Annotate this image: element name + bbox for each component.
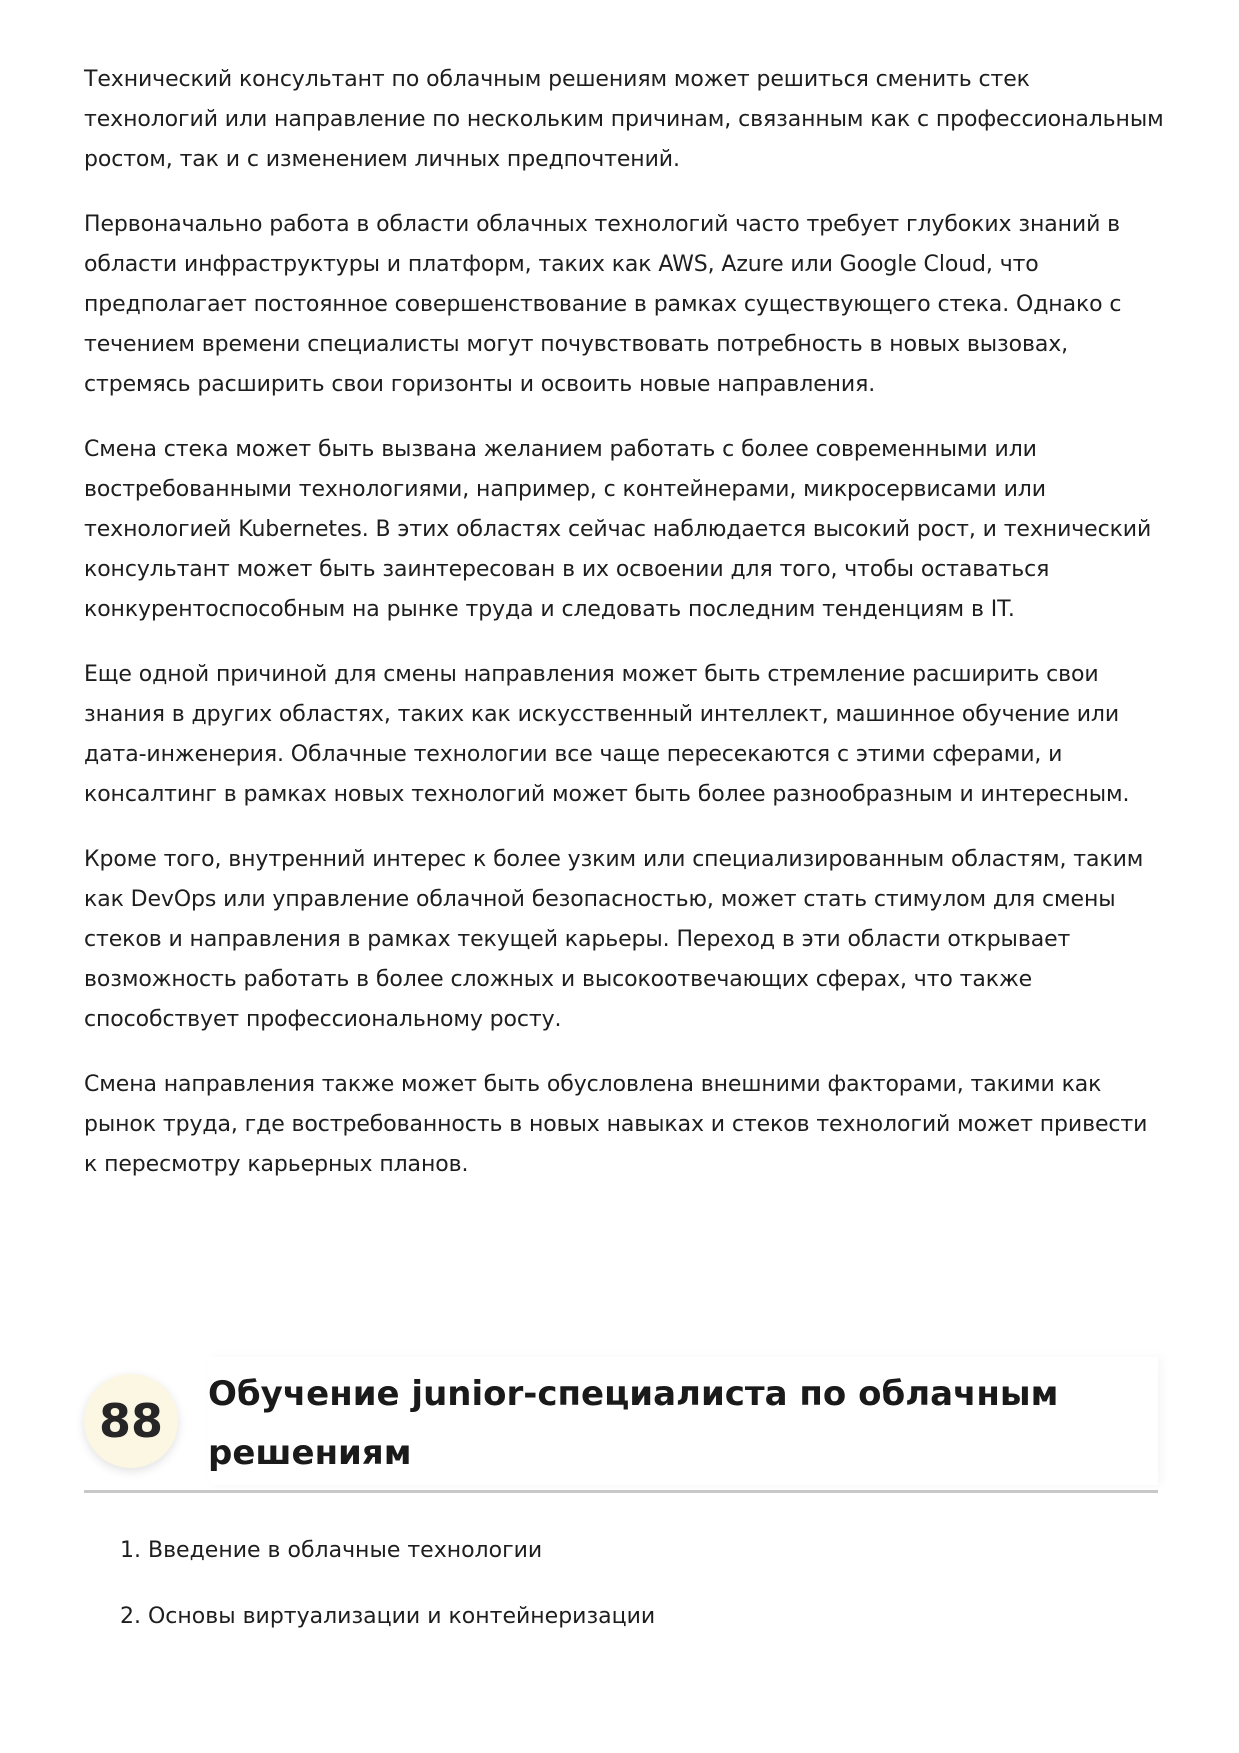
list-item: 1. Введение в облачные технологии — [120, 1538, 543, 1563]
paragraph-6: Смена направления также может быть обусловлена внешними факторами, такими как рынок труда, где востребованность в новых навыках и стеков технологий может привести к пересмотру карьерных планов. — [84, 1072, 1148, 1177]
paragraph-3: Смена стека может быть вызвана желанием работать с более современными или востребованными технологиями, например, с контейнерами, микросервисами или технологией Kubernetes. В этих областях сейчас наблюдается высокий рост, и технический консультант может быть заинтересован в их освоении для того, чтобы оставаться конкурентоспособным на рынке труда и следовать последним тенденциям в IT. — [84, 437, 1152, 622]
paragraph-5: Кроме того, внутренний интерес к более узким или специализированным областям, таким как DevOps или управление облачной безопасностью, может стать стимулом для смены стеков и направления в рамках текущей карьеры. Переход в эти области открывает возможность работать в более сложных и высокоотвечающих сферах, что также способствует профессиональному росту. — [84, 847, 1144, 1032]
chapter-title-box — [208, 1357, 1158, 1485]
chapter-heading — [84, 1357, 1158, 1492]
paragraph-4: Еще одной причиной для смены направления может быть стремление расширить свои знания в других областях, таких как искусственный интеллект, машинное обучение или дата-инженерия. Облачные технологии все чаще пересекаются с этими сферами, и консалтинг в рамках новых технологий может быть более разнообразным и интересным. — [84, 662, 1130, 807]
paragraph-1: Технический консультант по облачным решениям может решиться сменить стек технологий или направление по нескольким причинам, связанным как с профессиональным ростом, так и с изменением личных предпочтений. — [84, 67, 1164, 172]
paragraph-2: Первоначально работа в области облачных технологий часто требует глубоких знаний в области инфраструктуры и платформ, таких как AWS, Azure или Google Cloud, что предполагает постоянное совершенствование в рамках существующего стека. Однако с течением времени специалисты могут почувствовать потребность в новых вызовах, стремясь расширить свои горизонты и освоить новые направления. — [84, 212, 1122, 397]
chapter-title: Обучение junior-специалиста по облачным решениям — [208, 1374, 1059, 1473]
list-item: 2. Основы виртуализации и контейнеризации — [120, 1604, 656, 1629]
chapter-contents-list — [120, 1531, 655, 1663]
body-text — [84, 60, 1164, 1210]
chapter-number-badge: 88 — [84, 1374, 178, 1468]
chapter-divider — [84, 1490, 1158, 1493]
